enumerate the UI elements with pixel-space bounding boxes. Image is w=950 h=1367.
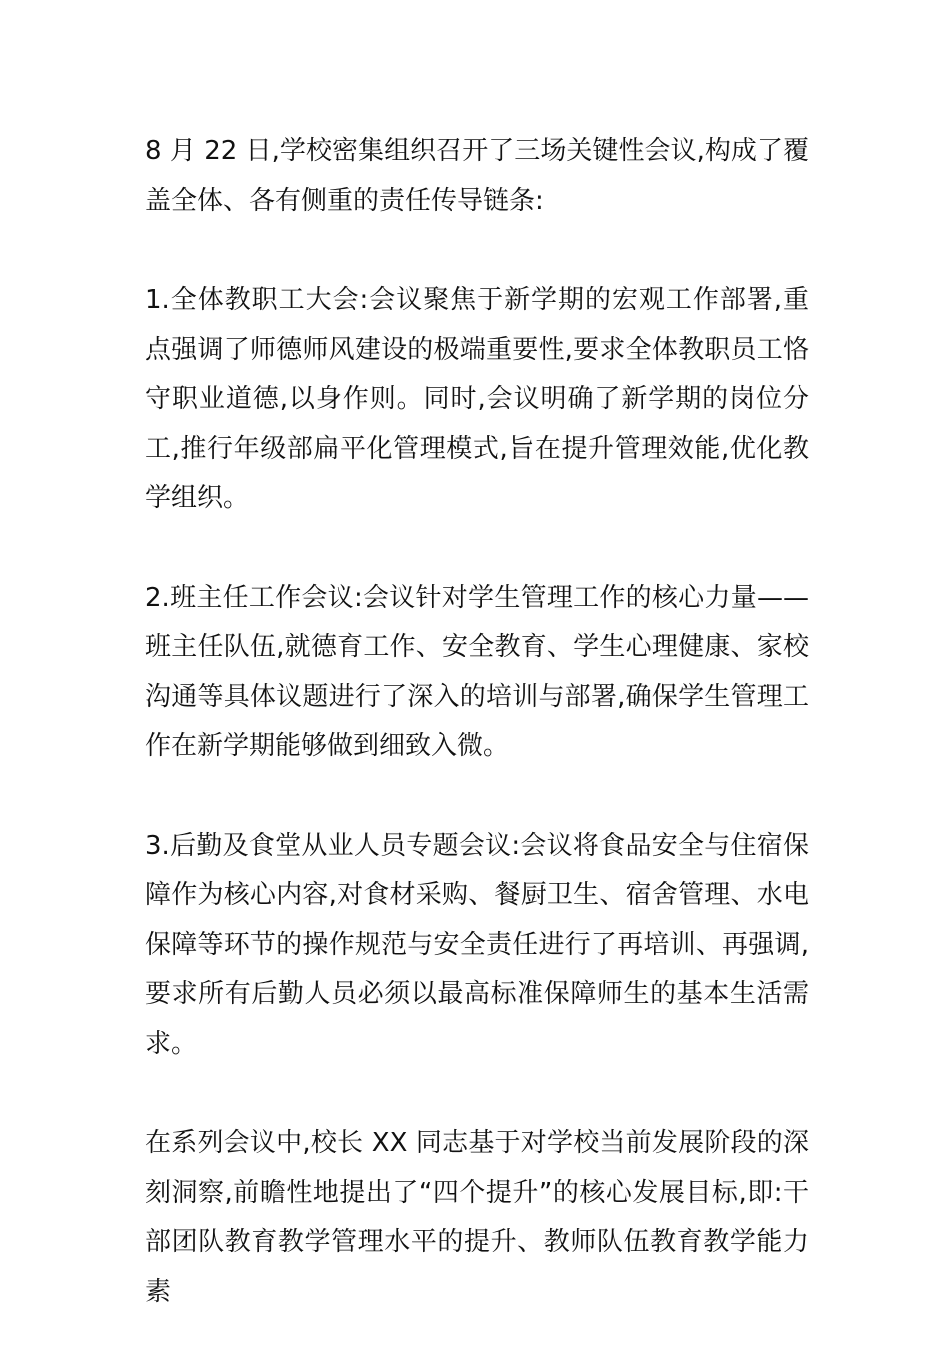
paragraph-intro: 8 月 22 日,学校密集组织召开了三场关键性会议,构成了覆盖全体、各有侧重的责任传导链条: (145, 136, 809, 216)
paragraph-staff-meeting: 1.全体教职工大会:会议聚焦于新学期的宏观工作部署,重点强调了师德师风建设的极端重要性,要求全体教职员工恪守职业道德,以身作则。同时,会议明确了新学期的岗位分工,推行年级部扁平化管理模式,旨在提升管理效能,优化教学组织。 (145, 285, 809, 513)
document-body (145, 127, 809, 1367)
paragraph-logistics-meeting: 3.后勤及食堂从业人员专题会议:会议将食品安全与住宿保障作为核心内容,对食材采购、餐厨卫生、宿舍管理、水电保障等环节的操作规范与安全责任进行了再培训、再强调,要求所有后勤人员必须以最高标准保障师生的基本生活需求。 (145, 830, 809, 1059)
paragraph-head-teacher-meeting: 2.班主任工作会议:会议针对学生管理工作的核心力量——班主任队伍,就德育工作、安全教育、学生心理健康、家校沟通等具体议题进行了深入的培训与部署,确保学生管理工作在新学期能够做到细致入微。 (145, 582, 809, 761)
paragraph-four-improvements: 在系列会议中,校长 XX 同志基于对学校当前发展阶段的深刻洞察,前瞻性地提出了“四个提升”的核心发展目标,即:干部团队教育教学管理水平的提升、教师队伍教育教学能力素 (145, 1128, 809, 1307)
